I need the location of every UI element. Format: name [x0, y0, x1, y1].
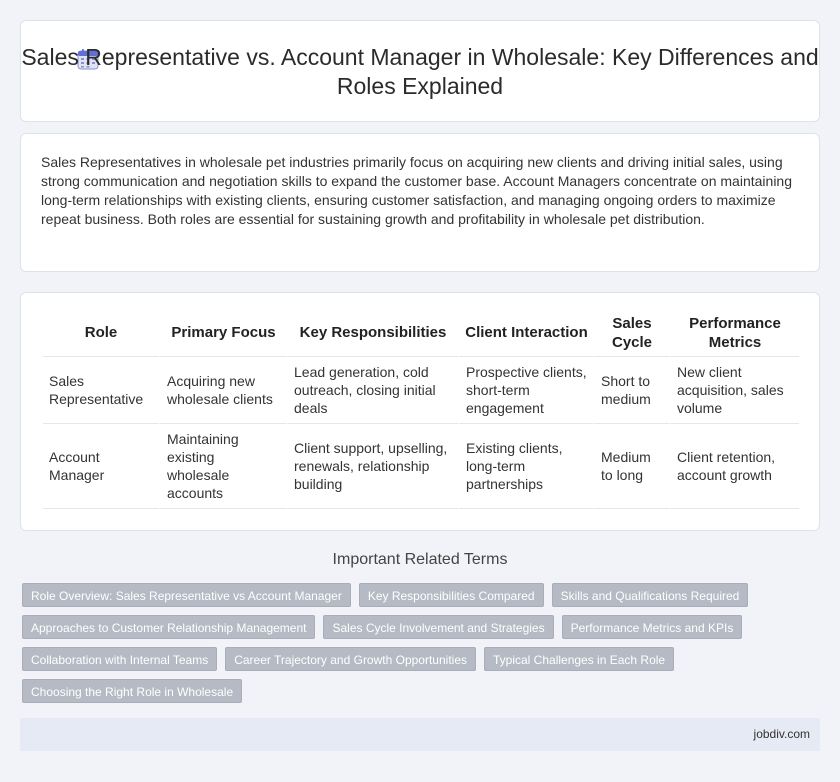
table-cell: Acquiring new wholesale clients: [159, 357, 286, 424]
footer-brand[interactable]: jobdiv.com: [753, 727, 810, 741]
related-term-tag[interactable]: Choosing the Right Role in Wholesale: [22, 679, 242, 703]
table-cell: Medium to long: [593, 424, 669, 509]
page-title-wrap: [21, 43, 819, 101]
comparison-table: [43, 309, 799, 509]
related-term-tag[interactable]: Performance Metrics and KPIs: [562, 615, 743, 639]
table-cell: Account Manager: [43, 424, 159, 509]
related-terms-tags: [22, 583, 822, 703]
table-header: Sales Cycle: [593, 309, 669, 357]
table-row: [43, 357, 799, 424]
table-cell: Sales Representative: [43, 357, 159, 424]
related-term-tag[interactable]: Sales Cycle Involvement and Strategies: [323, 615, 553, 639]
table-cell: Client retention, account growth: [669, 424, 799, 509]
table-cell: Client support, upselling, renewals, relationship building: [286, 424, 458, 509]
related-term-tag[interactable]: Career Trajectory and Growth Opportunities: [225, 647, 476, 671]
table-header-row: [43, 309, 799, 357]
related-term-tag[interactable]: Typical Challenges in Each Role: [484, 647, 674, 671]
table-header: Client Interaction: [458, 309, 593, 357]
related-term-tag[interactable]: Skills and Qualifications Required: [552, 583, 749, 607]
table-header: Primary Focus: [159, 309, 286, 357]
table-cell: Lead generation, cold outreach, closing initial deals: [286, 357, 458, 424]
table-row: [43, 424, 799, 509]
intro-card: [20, 133, 820, 272]
table-header: Performance Metrics: [669, 309, 799, 357]
related-term-tag[interactable]: Key Responsibilities Compared: [359, 583, 544, 607]
related-term-tag[interactable]: Role Overview: Sales Representative vs Account Manager: [22, 583, 351, 607]
table-cell: Prospective clients, short-term engagement: [458, 357, 593, 424]
related-term-tag[interactable]: Collaboration with Internal Teams: [22, 647, 217, 671]
table-cell: Short to medium: [593, 357, 669, 424]
footer: [20, 718, 820, 751]
intro-text: Sales Representatives in wholesale pet industries primarily focus on acquiring new clients and driving initial sales, using strong communication and negotiation skills to expand the customer base. Account Managers concentrate on maintaining long-term relationships with existing clients, ensuring customer satisfaction, and managing ongoing orders to maximize repeat business. Both roles are essential for sustaining growth and profitability in wholesale pet distribution.: [41, 154, 792, 227]
table-cell: Existing clients, long-term partnerships: [458, 424, 593, 509]
related-term-tag[interactable]: Approaches to Customer Relationship Management: [22, 615, 315, 639]
table-header: Role: [43, 309, 159, 357]
table-cell: New client acquisition, sales volume: [669, 357, 799, 424]
table-header: Key Responsibilities: [286, 309, 458, 357]
title-card: [20, 20, 820, 122]
page-title: Sales Representative vs. Account Manager in Wholesale: Key Differences and Roles Explained: [21, 44, 819, 99]
table-cell: Maintaining existing wholesale accounts: [159, 424, 286, 509]
related-terms-title: Important Related Terms: [332, 551, 508, 568]
comparison-table-card: [20, 292, 820, 531]
